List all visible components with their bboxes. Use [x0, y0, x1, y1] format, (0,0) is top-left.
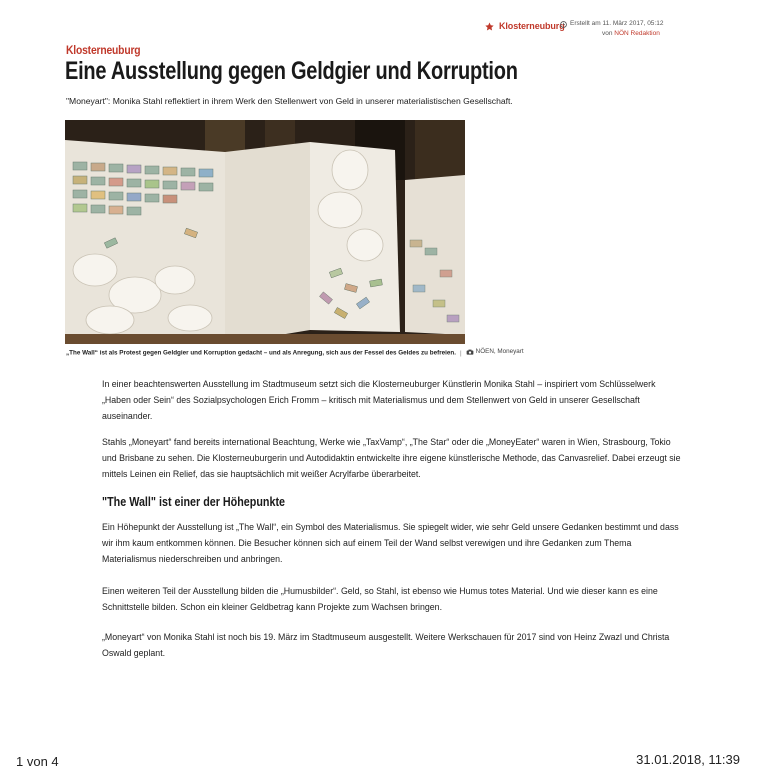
camera-icon — [466, 349, 474, 355]
article-lead: "Moneyart": Monika Stahl reflektiert in ihrem Werk den Stellenwert von Geld in unserer materialistischen Gesellschaft. — [66, 96, 513, 106]
article-kicker[interactable]: Klosterneuburg — [66, 43, 141, 57]
clock-icon — [560, 21, 567, 28]
by-prefix: von — [602, 30, 613, 37]
print-page-number: 1 von 4 — [16, 754, 59, 769]
article-paragraph: In einer beachtenswerten Ausstellung im Stadtmuseum setzt sich die Klosterneuburger Künstlerin Monika Stahl – inspiriert vom Schlüsselwerk „Haben oder Sein“ des Sozialpsychologen Erich Fromm – kritisch mit Materialismus und dem Stellenwert von Geld in unserer Gesellschaft auseinander. — [102, 379, 656, 421]
location-tag[interactable] — [485, 21, 565, 31]
caption-text: „The Wall“ ist als Protest gegen Geldgier und Korruption gedacht – und als Anregung, sich aus der Fessel des Geldes zu befreien. — [66, 349, 457, 357]
photo-caption — [66, 348, 524, 357]
caption-separator: | — [460, 349, 462, 357]
article-timestamp — [560, 19, 663, 39]
article-paragraph: Stahls „Moneyart“ fand bereits international Beachtung, Werke wie „TaxVamp“, „The Star“ oder die „MoneyEater“ waren in Wien, Strasbourg, Tokio und Brisbane zu sehen. Die Klosterneuburgerin und Autodidaktin entwickelte ihre eigene künstlerische Methode, das Canvasrelief. Dabei erzeugt sie mittels Leinen ein Relief, das sie hauptsächlich mit weißer Acrylfarbe überarbeitet. — [102, 437, 681, 479]
photo-credit — [466, 348, 524, 355]
print-timestamp: 31.01.2018, 11:39 — [636, 752, 740, 767]
article-subheading: "The Wall" ist einer der Höhepunkte — [102, 495, 286, 509]
location-tag-label: Klosterneuburg — [499, 21, 565, 31]
created-date: Erstellt am 11. März 2017, 05:12 — [570, 20, 664, 27]
article-photo[interactable] — [65, 120, 465, 344]
map-pin-icon — [485, 22, 494, 31]
author-link[interactable]: NÖN Redaktion — [614, 30, 660, 37]
exhibition-photo-illustration — [65, 120, 465, 344]
credit-text: NÖEN, Moneyart — [475, 348, 524, 355]
article-headline: Eine Ausstellung gegen Geldgier und Korruption — [65, 57, 518, 85]
article-paragraph: „Moneyart“ von Monika Stahl ist noch bis 19. März im Stadtmuseum ausgestellt. Weitere Werkschauen für 2017 sind von Heinz Zwazl und Christa Oswald geplant. — [102, 632, 670, 658]
article-paragraph: Ein Höhepunkt der Ausstellung ist „The Wall“, ein Symbol des Materialismus. Sie spiegelt wider, wie sehr Geld unsere Gedanken bestimmt und dass wir ihm kaum entkommen können. Die Besucher können sich auf einem Teil der Wand selbst verewigen und ihre Gedanken zum Thema Materialismus niederschreiben und anbringen. — [102, 522, 679, 564]
article-paragraph: Einen weiteren Teil der Ausstellung bilden die „Humusbilder“. Geld, so Stahl, ist ebenso wie Humus totes Material. Und wie dieser kann es eine Schnittstelle bilden. Schon ein kleiner Geldbetrag kann Projekte zum Wachsen bringen. — [102, 586, 658, 612]
